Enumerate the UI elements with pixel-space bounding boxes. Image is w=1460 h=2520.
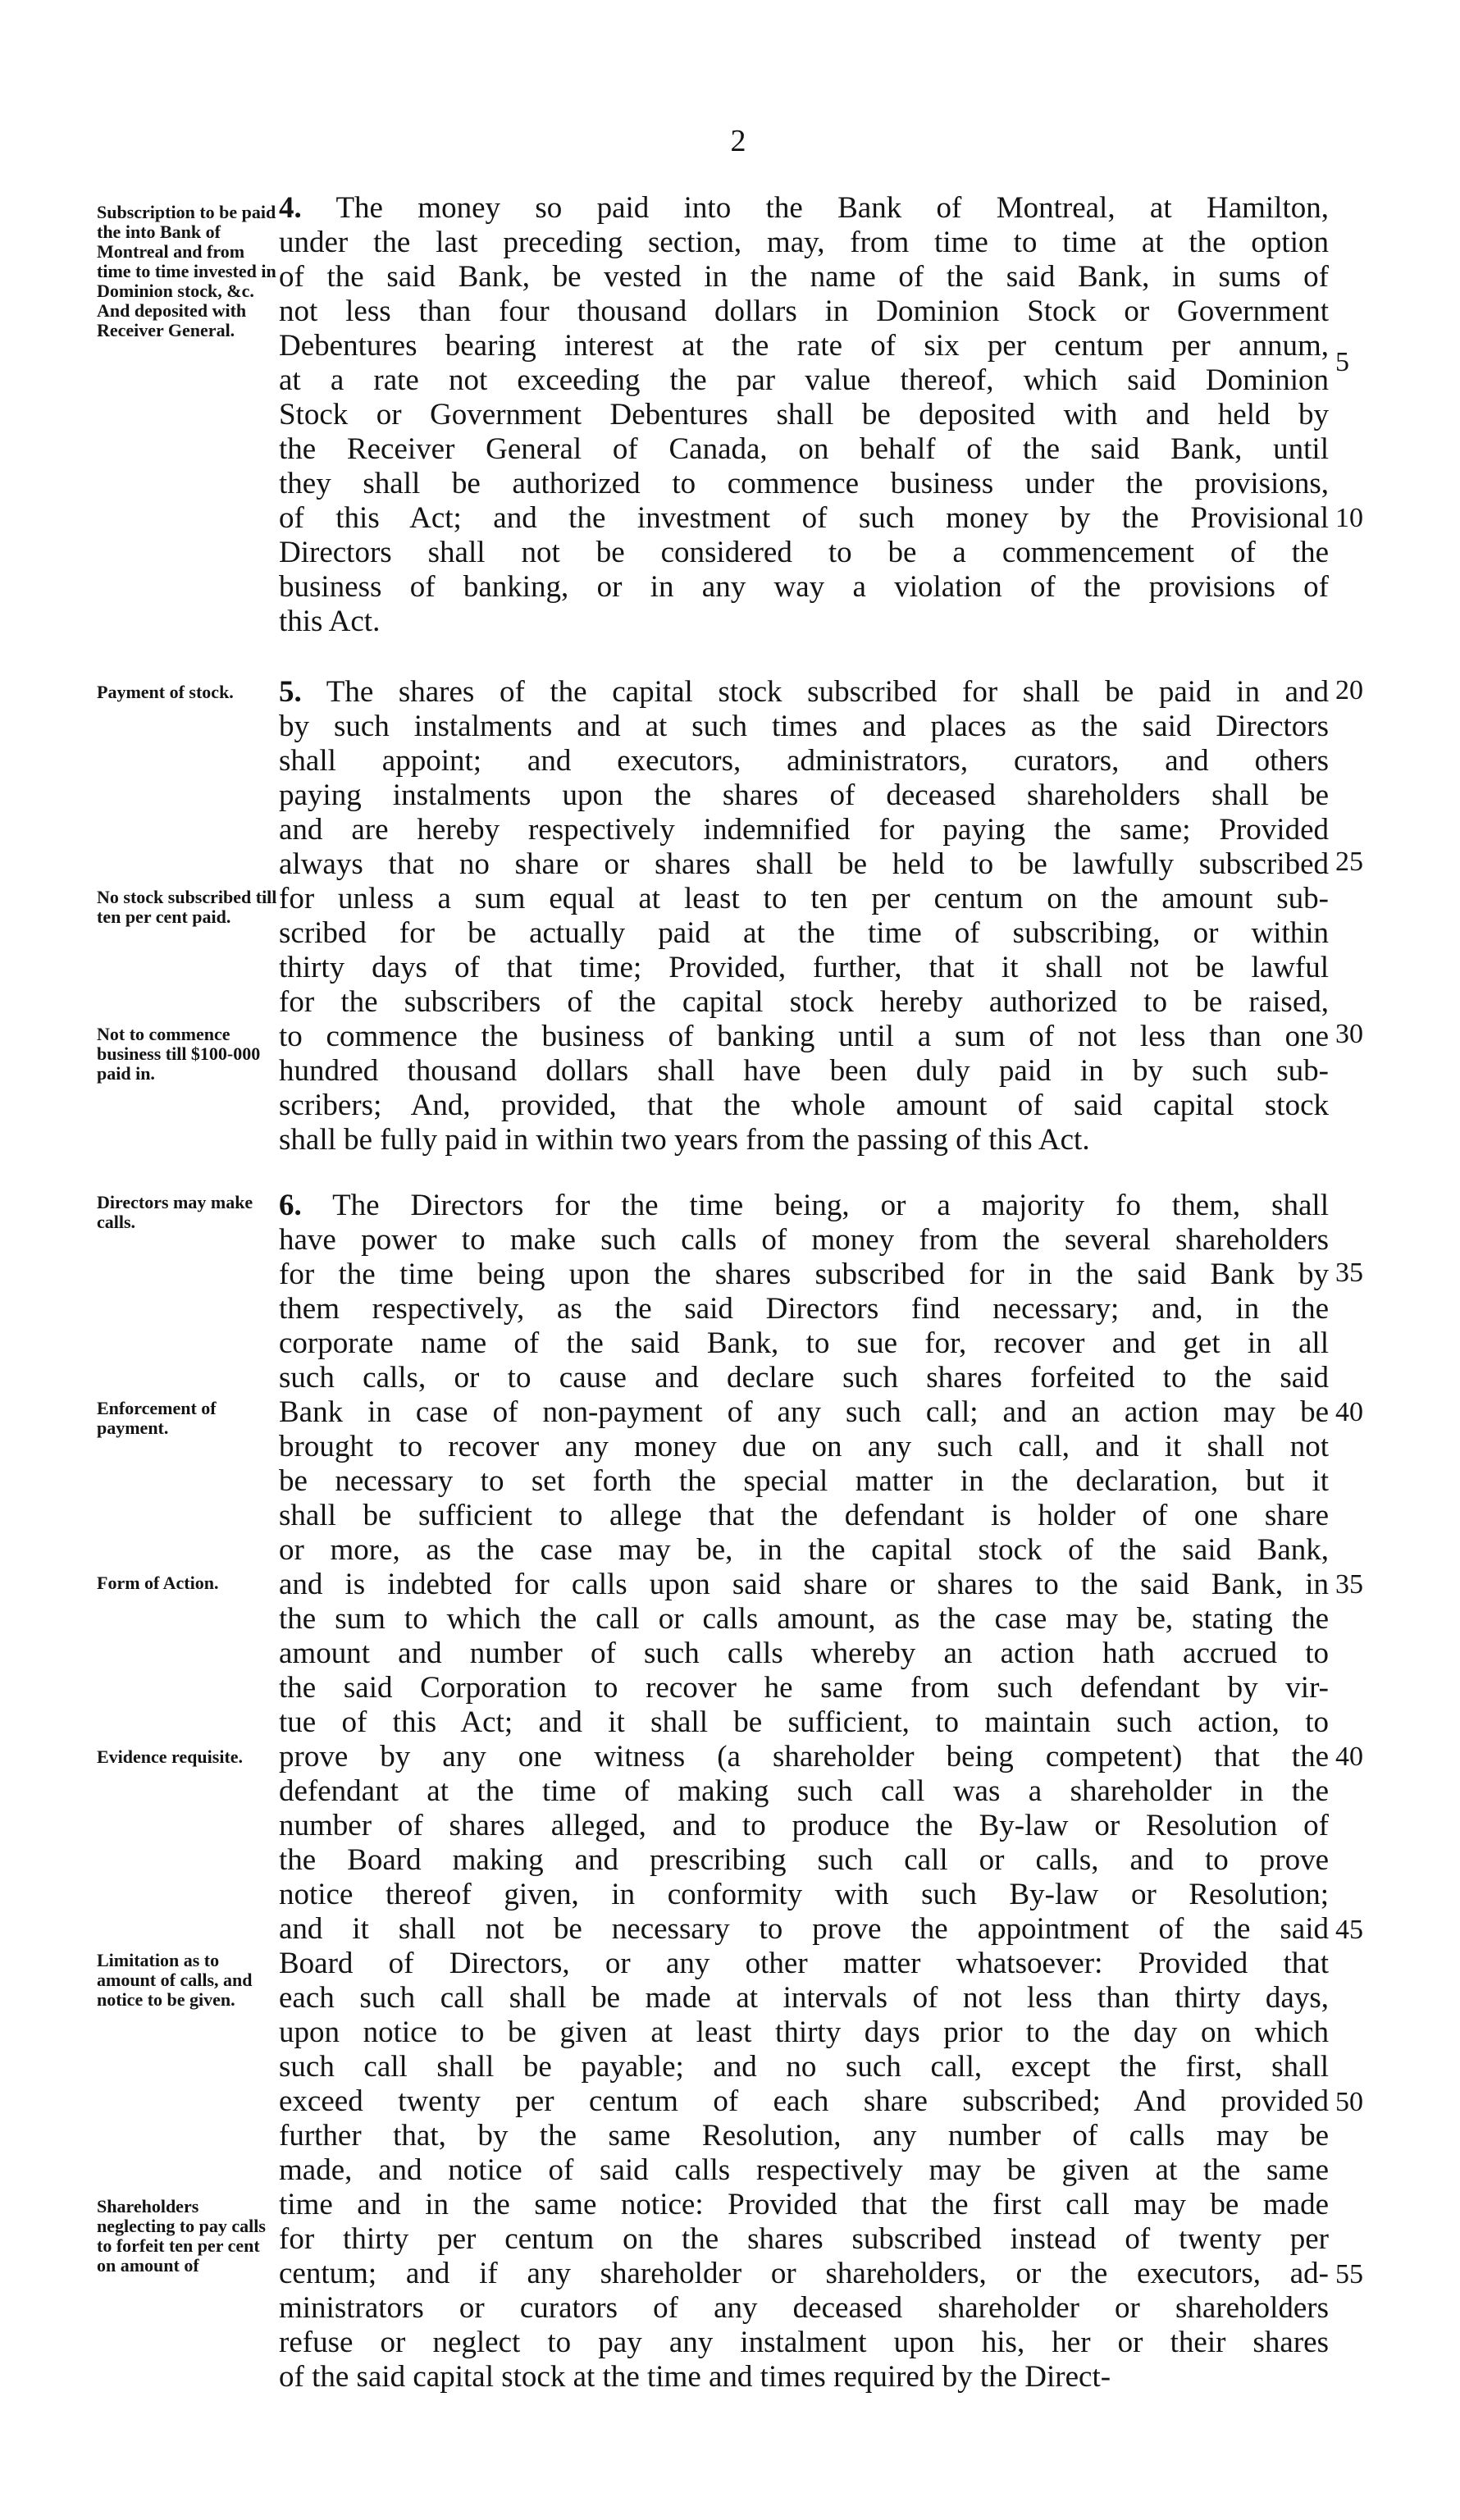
text-line: Bank in case of non-payment of any such call; and an action may be bbox=[279, 1395, 1329, 1429]
text-line: such calls, or to cause and declare such shares forfeited to the said bbox=[279, 1361, 1329, 1395]
text-line: amount and number of such calls whereby an action hath accrued to bbox=[279, 1637, 1329, 1670]
text-line: tue of this Act; and it shall be sufficient, to maintain such action, to bbox=[279, 1705, 1329, 1739]
text-line: for the time being upon the shares subscribed for in the said Bank by bbox=[279, 1258, 1329, 1291]
text-line: shall be sufficient to allege that the defendant is holder of one share bbox=[279, 1499, 1329, 1532]
text-line: and is indebted for calls upon said share or shares to the said Bank, in bbox=[279, 1568, 1329, 1601]
text-line: brought to recover any money due on any such call, and it shall not bbox=[279, 1430, 1329, 1463]
section-5 bbox=[279, 675, 1329, 1157]
line-text: The Directors for the time being, or a majority fo them, shall bbox=[332, 1189, 1329, 1222]
text-line: and are hereby respectively indemnified for paying the same; Provided bbox=[279, 813, 1329, 847]
line-number: 45 bbox=[1335, 1915, 1363, 1945]
text-line: upon notice to be given at least thirty days prior to the day on which bbox=[279, 2016, 1329, 2049]
margin-note: Evidence requisite. bbox=[97, 1746, 244, 1767]
line-number: 35 bbox=[1335, 1258, 1363, 1288]
line-number: 40 bbox=[1335, 1397, 1363, 1427]
text-line: for the subscribers of the capital stock hereby authorized to be raised, bbox=[279, 985, 1329, 1019]
section-6 bbox=[279, 1189, 1329, 2394]
section-number: 6. bbox=[279, 1189, 302, 1222]
line-number: 40 bbox=[1335, 1742, 1363, 1772]
text-line: centum; and if any shareholder or shareholders, or the executors, ad- bbox=[279, 2257, 1329, 2290]
text-line: the said Corporation to recover he same from such defendant by vir- bbox=[279, 1671, 1329, 1705]
text-line: by such instalments and at such times and places as the said Directors bbox=[279, 710, 1329, 743]
text-line: have power to make such calls of money from the several shareholders bbox=[279, 1223, 1329, 1257]
text-line: of this Act; and the investment of such money by the Provisional bbox=[279, 501, 1329, 535]
text-line bbox=[279, 1189, 1329, 1223]
line-number: 5 bbox=[1335, 347, 1349, 377]
text-line: notice thereof given, in conformity with such By-law or Resolution; bbox=[279, 1878, 1329, 1911]
text-line: prove by any one witness (a shareholder being competent) that the bbox=[279, 1740, 1329, 1774]
text-line: and it shall not be necessary to prove the appointment of the said bbox=[279, 1912, 1329, 1946]
text-line: the Board making and prescribing such call or calls, and to prove bbox=[279, 1843, 1329, 1877]
text-line: hundred thousand dollars shall have been duly paid in by such sub- bbox=[279, 1054, 1329, 1088]
text-line: for thirty per centum on the shares subscribed instead of twenty per bbox=[279, 2222, 1329, 2256]
text-line: not less than four thousand dollars in Dominion Stock or Government bbox=[279, 294, 1329, 328]
text-line: ministrators or curators of any deceased shareholder or shareholders bbox=[279, 2291, 1329, 2325]
text-line: to commence the business of banking until a sum of not less than one bbox=[279, 1020, 1329, 1053]
text-line: for unless a sum equal at least to ten per centum on the amount sub- bbox=[279, 882, 1329, 915]
section-number: 4. bbox=[279, 191, 302, 225]
text-line: always that no share or shares shall be held to be lawfully subscribed bbox=[279, 847, 1329, 881]
text-line: corporate name of the said Bank, to sue for, recover and get in all bbox=[279, 1326, 1329, 1360]
text-line bbox=[279, 675, 1329, 710]
text-line: under the last preceding section, may, from time to time at the option bbox=[279, 226, 1329, 259]
text-line: further that, by the same Resolution, any number of calls may be bbox=[279, 2119, 1329, 2152]
text-line: Board of Directors, or any other matter whatsoever: Provided that bbox=[279, 1947, 1329, 1980]
margin-note: Payment of stock. bbox=[97, 682, 234, 702]
text-line: time and in the same notice: Provided that the first call may be made bbox=[279, 2188, 1329, 2221]
text-line: at a rate not exceeding the par value thereof, which said Dominion bbox=[279, 363, 1329, 397]
text-line: refuse or neglect to pay any instalment upon his, her or their shares bbox=[279, 2326, 1329, 2359]
text-line: paying instalments upon the shares of deceased shareholders shall be bbox=[279, 778, 1329, 812]
text-line: of the said capital stock at the time and times required by the Direct- bbox=[279, 2360, 1111, 2394]
text-line: this Act. bbox=[279, 605, 381, 638]
text-line: be necessary to set forth the special matter in the declaration, but it bbox=[279, 1464, 1329, 1498]
text-line: each such call shall be made at intervals of not less than thirty days, bbox=[279, 1981, 1329, 2015]
text-line: scribed for be actually paid at the time of subscribing, or within bbox=[279, 916, 1329, 950]
line-text: The shares of the capital stock subscribed for shall be paid in and bbox=[326, 675, 1329, 709]
text-line: shall appoint; and executors, administrators, curators, and others bbox=[279, 744, 1329, 778]
margin-note: Directors may make calls. bbox=[97, 1192, 253, 1232]
text-line: them respectively, as the said Directors find necessary; and, in the bbox=[279, 1292, 1329, 1326]
text-line: they shall be authorized to commence business under the provisions, bbox=[279, 467, 1329, 500]
line-text: The money so paid into the Bank of Montreal, at Hamilton, bbox=[335, 191, 1329, 225]
text-line: number of shares alleged, and to produce the By-law or Resolution of bbox=[279, 1809, 1329, 1842]
text-line: the sum to which the call or calls amount, as the case may be, stating the bbox=[279, 1602, 1329, 1636]
text-line: Stock or Government Debentures shall be deposited with and held by bbox=[279, 398, 1329, 431]
line-number: 35 bbox=[1335, 1569, 1363, 1600]
text-line: such call shall be payable; and no such call, except the first, shall bbox=[279, 2050, 1329, 2084]
margin-note: Not to commence business till $100-000 paid in. bbox=[97, 1024, 261, 1084]
text-line bbox=[279, 191, 1329, 226]
page-number: 2 bbox=[730, 124, 746, 158]
line-number: 50 bbox=[1335, 2087, 1363, 2117]
line-number: 25 bbox=[1335, 847, 1363, 877]
margin-note: Limitation as to amount of calls, and notice to be given. bbox=[97, 1950, 253, 2010]
section-number: 5. bbox=[279, 675, 302, 709]
text-line: defendant at the time of making such call was a shareholder in the bbox=[279, 1774, 1329, 1808]
margin-note: Enforcement of payment. bbox=[97, 1398, 217, 1438]
line-number: 10 bbox=[1335, 503, 1363, 533]
text-line: business of banking, or in any way a violation of the provisions of bbox=[279, 570, 1329, 604]
margin-note: No stock subscribed till ten per cent paid. bbox=[97, 887, 277, 927]
line-number: 20 bbox=[1335, 675, 1363, 705]
text-line: scribers; And, provided, that the whole amount of said capital stock bbox=[279, 1089, 1329, 1122]
text-line: the Receiver General of Canada, on behalf of the said Bank, until bbox=[279, 432, 1329, 466]
text-line: of the said Bank, be vested in the name of the said Bank, in sums of bbox=[279, 260, 1329, 294]
section-4 bbox=[279, 191, 1329, 639]
text-line: exceed twenty per centum of each share subscribed; And provided bbox=[279, 2084, 1329, 2118]
text-line: Directors shall not be considered to be a commencement of the bbox=[279, 536, 1329, 569]
text-line: shall be fully paid in within two years from the passing of this Act. bbox=[279, 1123, 1090, 1157]
text-line: Debentures bearing interest at the rate of six per centum per annum, bbox=[279, 329, 1329, 363]
line-number: 55 bbox=[1335, 2259, 1363, 2289]
text-line: made, and notice of said calls respectively may be given at the same bbox=[279, 2153, 1329, 2187]
margin-note: Form of Action. bbox=[97, 1573, 219, 1593]
margin-note: Subscription to be paid the into Bank of Montreal and from time to time invested in Dominion stock, &c. And deposited with Receiver General. bbox=[97, 202, 276, 340]
line-number: 30 bbox=[1335, 1019, 1363, 1049]
text-line: or more, as the case may be, in the capital stock of the said Bank, bbox=[279, 1533, 1329, 1567]
margin-note: Shareholders neglecting to pay calls to forfeit ten per cent on amount of bbox=[97, 2196, 266, 2276]
text-line: thirty days of that time; Provided, further, that it shall not be lawful bbox=[279, 951, 1329, 984]
